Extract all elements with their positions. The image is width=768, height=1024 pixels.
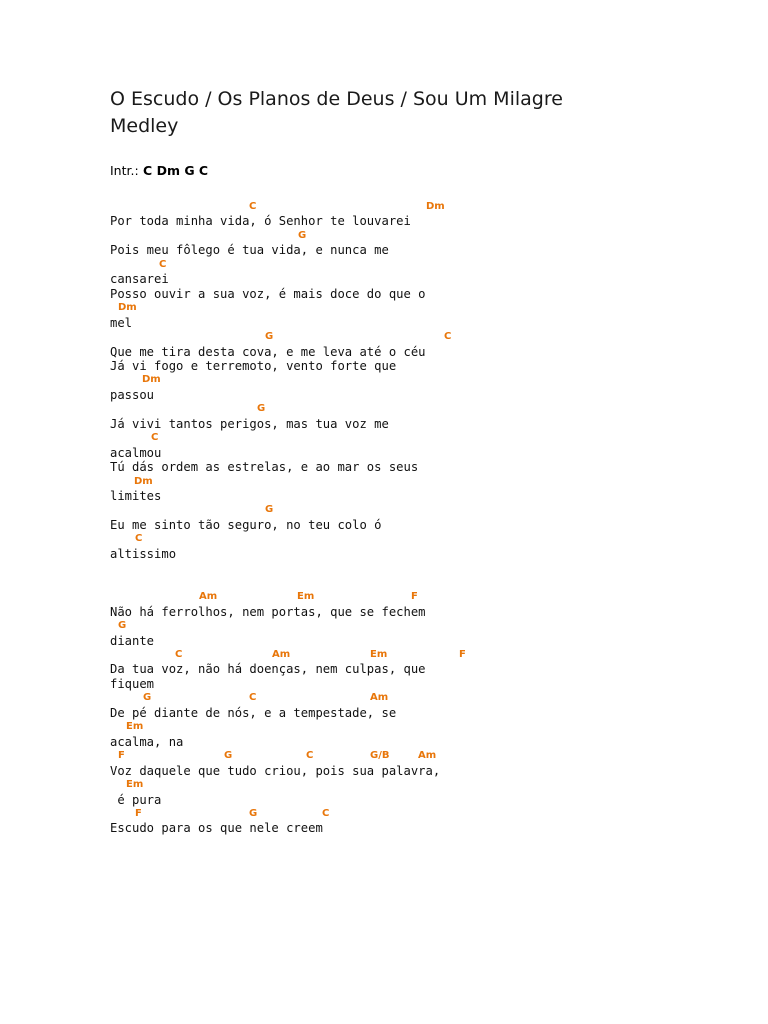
chord-label: Am [199,591,218,603]
chord-row [0,532,768,546]
chord-row [0,229,768,243]
chord-label: Dm [426,201,445,212]
lyric-line: Eu me sinto tão seguro, no teu colo ó [110,517,382,532]
lyric-line: diante [110,633,155,648]
chord-row [0,619,768,633]
chord-row [0,590,768,604]
chord-row [0,475,768,489]
lyric-line: Da tua voz, não há doenças, nem culpas, que [110,662,426,677]
lyric-line: fiquem [110,676,155,691]
chord-row [0,373,768,387]
chord-label: C [306,750,314,762]
intro-chords: C Dm G C [138,163,209,178]
lyric-line: altissimo [110,546,177,561]
chord-label: G [249,807,258,819]
lyric-line: Que me tira desta cova, e me leva até o céu [110,344,426,359]
chord-row [0,330,768,344]
chord-label: C [135,533,143,545]
chord-label: Em [126,721,144,733]
chord-label: G [143,692,152,704]
lyric-line: passou [110,387,155,402]
lyric-line: De pé diante de nós, e a tempestade, se [110,705,397,720]
chord-label: C [151,432,159,444]
chord-label: G [257,403,266,415]
chord-row [0,691,768,705]
lyric-line: Escudo para os que nele creem [110,821,323,836]
chord-label: C [159,258,167,270]
chord-row [0,778,768,792]
lyric-line: Já vi fogo e terremoto, vento forte que [110,358,397,373]
chord-label: G/B [370,750,390,762]
lyric-line: mel [110,315,133,330]
chord-row [0,749,768,763]
chord-row [0,431,768,445]
chord-label: Dm [142,374,161,386]
chord-label: G [224,750,233,762]
chord-label: G [265,504,274,516]
chord-row [0,648,768,662]
chord-label: C [249,201,257,212]
chord-label: C [175,649,183,660]
song-title-line-1: O Escudo / Os Planos de Deus / Sou Um Milagre [110,88,563,110]
chord-row [0,807,768,821]
chord-label: F [135,807,142,819]
lyric-line: Não há ferrolhos, nem portas, que se fechem [110,604,426,619]
lyric-line: Voz daquele que tudo criou, pois sua palavra, [110,763,441,778]
chord-label: Am [370,692,389,704]
chord-label: Em [126,779,144,790]
lyric-line: limites [110,489,162,503]
song-title-line-2: Medley [110,115,179,137]
chord-label: F [411,591,418,603]
chord-label: G [265,331,274,342]
chord-label: G [298,229,307,241]
chord-row [0,720,768,734]
chord-label: Am [272,649,291,660]
chord-label: F [459,649,466,660]
chord-row [0,200,768,214]
chord-label: Am [418,750,437,762]
chord-row [0,402,768,416]
chord-label: G [118,620,127,632]
chord-label: Dm [118,302,137,314]
chord-row [0,503,768,517]
chord-label: Em [370,649,388,660]
chord-row [0,258,768,272]
lyric-line: acalmou [110,445,162,460]
chord-label: C [322,807,330,819]
lyric-line: Posso ouvir a sua voz, é mais doce do que o [110,286,426,301]
lyric-line: é pura [110,792,162,807]
chord-row [0,301,768,315]
lyric-line: acalma, na [110,734,184,749]
lyric-line: cansarei [110,272,169,287]
lyric-line: Tú dás ordem as estrelas, e ao mar os seus [110,460,419,475]
intro-label: Intr.: [110,163,139,178]
lyric-line: Pois meu fôlego é tua vida, e nunca me [110,243,389,258]
chord-label: F [118,750,125,762]
chord-label: Em [297,591,315,603]
lyric-line: Já vivi tantos perigos, mas tua voz me [110,416,389,431]
chord-label: C [444,331,452,342]
chord-label: C [249,692,257,704]
chord-label: Dm [134,475,153,487]
lyric-line: Por toda minha vida, ó Senhor te louvarei [110,214,411,229]
